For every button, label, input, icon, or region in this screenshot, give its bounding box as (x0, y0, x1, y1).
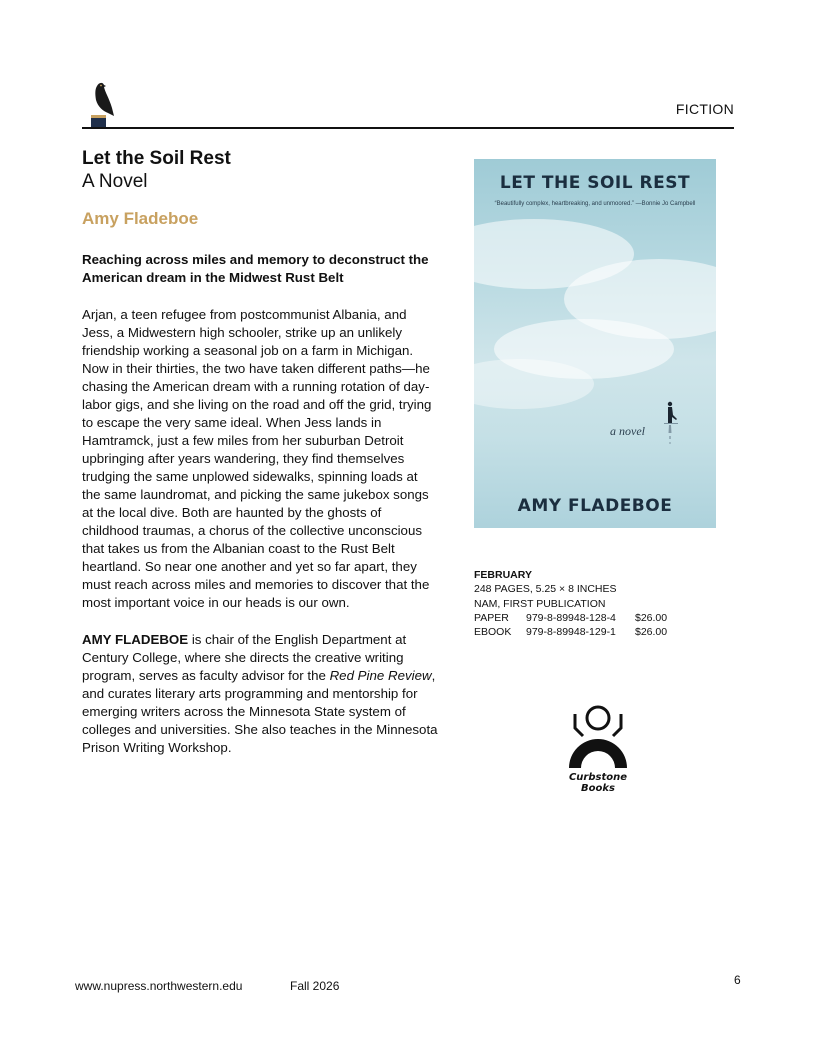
publisher-logo (553, 704, 643, 794)
book-cover (474, 159, 716, 528)
book-author: Amy Fladeboe (82, 209, 199, 228)
page-count: 248 PAGES, 5.25 × 8 INCHES (474, 583, 617, 596)
format-row (474, 625, 667, 639)
bio-journal: Red Pine Review (329, 668, 432, 683)
book-info (82, 148, 438, 757)
bio-text-2: , and curates literary arts programming and mentorship for emerging writers across the Minnesota State system of colleges and universities. She also teaches in the Minnesota Prison Writing Workshop. (82, 668, 438, 755)
author-bio (82, 631, 438, 757)
footer-season: Fall 2026 (290, 979, 340, 993)
book-subtitle: A Novel (82, 171, 148, 192)
curbstone-logo-icon (565, 704, 631, 770)
format-price: $26.00 (635, 611, 668, 624)
header-rule (82, 127, 734, 129)
bio-author-name: AMY FLADEBOE (82, 632, 189, 647)
format-name: EBOOK (474, 626, 512, 639)
cover-quote: “Beautifully complex, heartbreaking, and unmoored.” —Bonnie Jo Campbell (494, 201, 696, 207)
format-isbn: 979-8-89948-128-4 (526, 611, 616, 624)
press-logo-icon (86, 80, 116, 130)
section-label: FICTION (675, 101, 734, 117)
bio-text-1: is chair of the English Department at Century College, where she directs the creative writing program, serves as faculty advisor for the (82, 632, 407, 683)
book-tagline: Reaching across miles and memory to deconstruct the American dream in the Midwest Rust Belt (82, 252, 429, 285)
format-isbn: 979-8-89948-129-1 (526, 626, 616, 639)
cover-author: AMY FLADEBOE (517, 496, 673, 516)
book-description: Arjan, a teen refugee from postcommunist Albania, and Jess, a Midwestern high schooler, strike up an unlikely friendship working a seasonal job on a farm in Michigan. Now in their thirties, the two have taken different paths—he chasing the American dream with a running rotation of day-labor gigs, and she living on the road and off the grid, trying to escape the very same ideal. When Jess lands in Hamtramck, just a few miles from her suburban Detroit upbringing after years wandering, they find themselves trudging the same unplowed sidewalks, spinning loads at the same laundromat, and picking the same jukebox songs at the local dive. Both are haunted by the ghosts of childhood traumas, a chorus of the collective unconscious that takes us from the Albanian coast to the Rust Belt heartland. So near one another and yet so far apart, they must reach across miles and memories to discover that the most important voice in our heads is our own. (82, 307, 432, 610)
format-row (474, 611, 667, 625)
book-title: Let the Soil Rest (82, 148, 231, 169)
format-name: PAPER (474, 611, 509, 624)
publisher-name: Curbstone Books (568, 772, 628, 794)
cover-title: LET THE SOIL REST (499, 173, 691, 193)
footer-url[interactable]: www.nupress.northwestern.edu (75, 979, 243, 993)
page-number: 6 (734, 973, 741, 987)
cover-a-novel: a novel (610, 424, 645, 438)
format-price: $26.00 (635, 626, 668, 639)
pub-month: FEBRUARY (474, 569, 532, 581)
wading-figure-icon (664, 399, 680, 467)
rights: NAM, FIRST PUBLICATION (474, 597, 606, 610)
book-details (474, 568, 667, 639)
